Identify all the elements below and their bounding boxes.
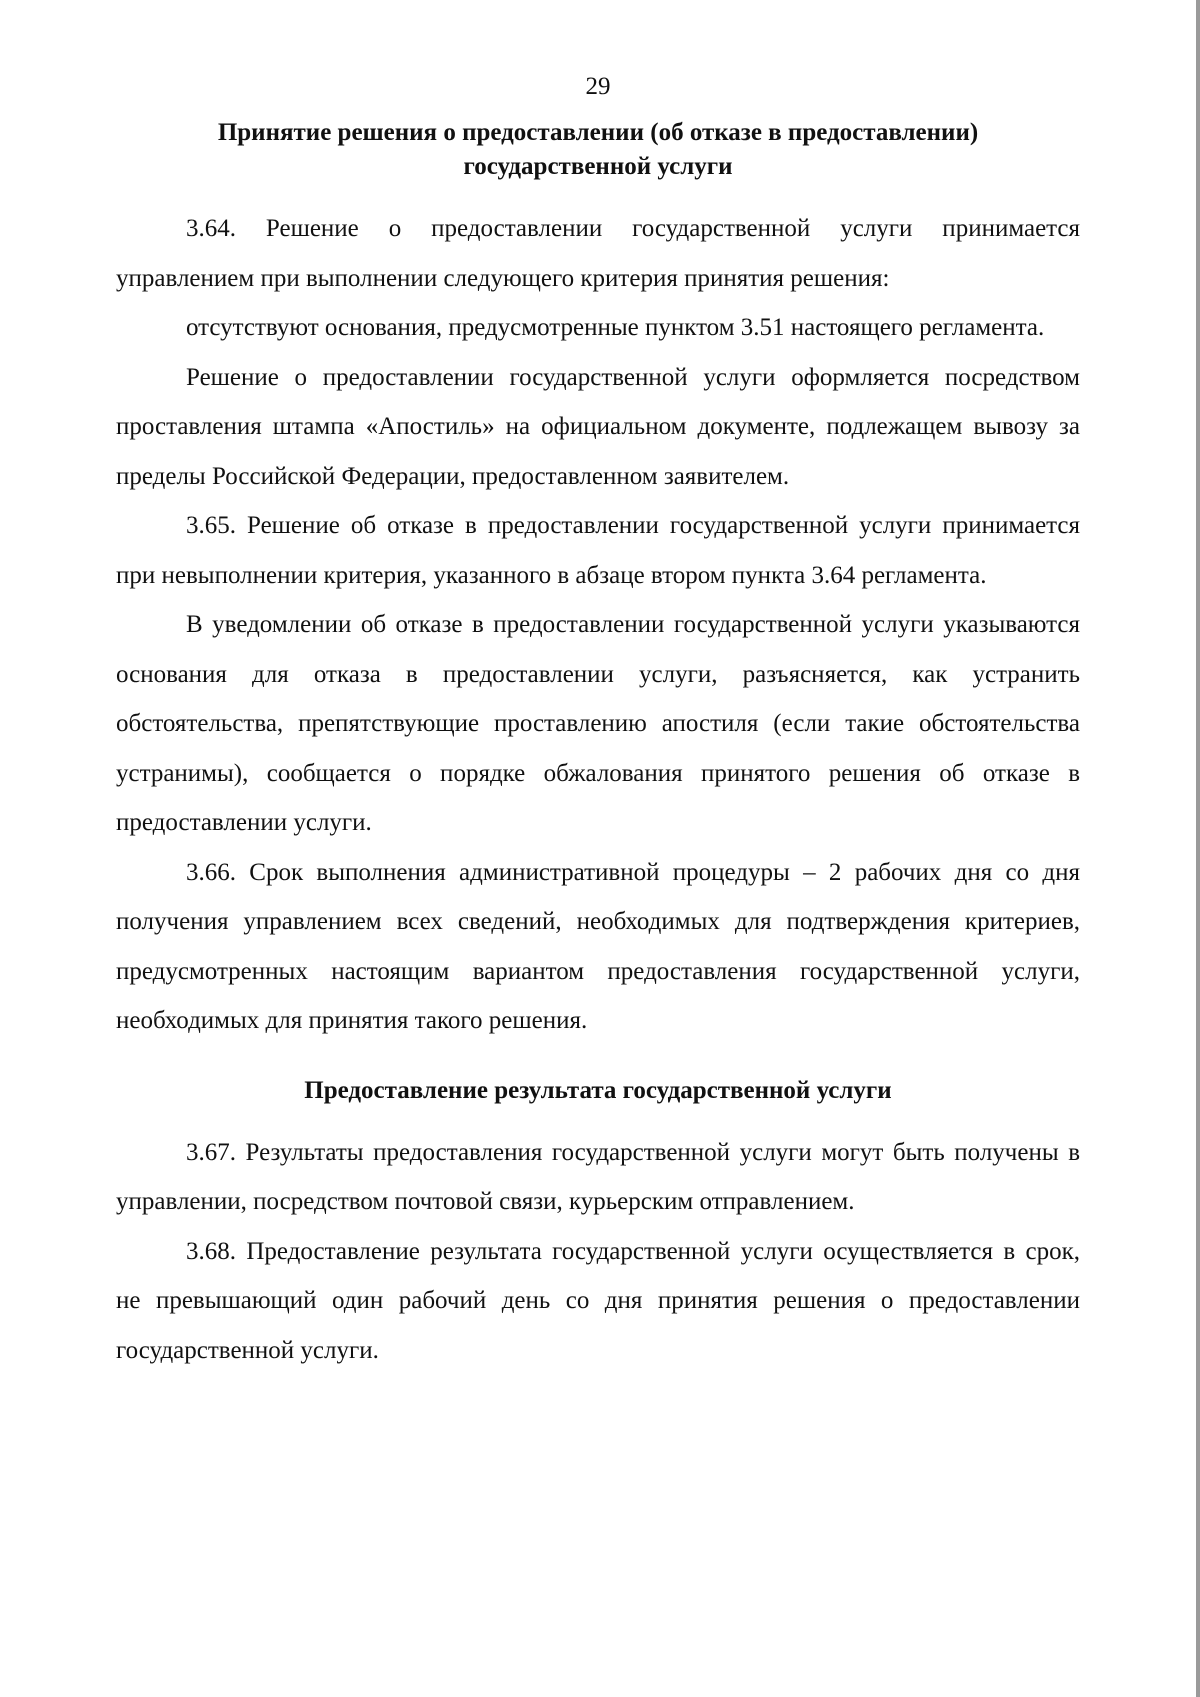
section-heading-decision-line-1: Принятие решения о предоставлении (об отказе в предоставлении) xyxy=(217,119,979,146)
paragraph-3-67: 3.67. Результаты предоставления государственной услуги могут быть получены в управлении, посредством почтовой связи, курьерским отправлением. xyxy=(116,1138,1080,1215)
section-heading-decision-line-2: государственной услуги xyxy=(463,153,733,180)
paragraph-3-64: 3.64. Решение о предоставлении государственной услуги принимается управлением при выполнении следующего критерия принятия решения: xyxy=(116,215,1080,292)
paragraph-apostille-stamp: Решение о предоставлении государственной услуги оформляется посредством проставления штампа «Апостиль» на официальном документе, подлежащем вывозу за пределы Российской Федерации, предоставленном заявителем. xyxy=(116,363,1080,490)
paragraph-3-68: 3.68. Предоставление результата государственной услуги осуществляется в срок, не превышающий один рабочий день со дня принятия решения о предоставлении государственной услуги. xyxy=(116,1237,1080,1364)
paragraph-3-66: 3.66. Срок выполнения административной процедуры – 2 рабочих дня со дня получения управлением всех сведений, необходимых для подтверждения критериев, предусмотренных настоящим вариантом предоставления государственной услуги, необходимых для принятия такого решения. xyxy=(116,858,1080,1034)
paragraph-3-65: 3.65. Решение об отказе в предоставлении государственной услуги принимается при невыполнении критерия, указанного в абзаце втором пункта 3.64 регламента. xyxy=(116,512,1080,589)
paragraph-refusal-notice: В уведомлении об отказе в предоставлении государственной услуги указываются основания для отказа в предоставлении услуги, разъясняется, как устранить обстоятельства, препятствующие проставлению апостиля (если такие обстоятельства устранимы), сообщается о порядке обжалования принятого решения об отказе в предоставлении услуги. xyxy=(116,611,1080,836)
section-heading-decision xyxy=(116,116,1080,184)
section-heading-result: Предоставление результата государственной услуги xyxy=(304,1076,892,1104)
page-number: 29 xyxy=(585,73,611,100)
paragraph-3-64-criterion: отсутствуют основания, предусмотренные пунктом 3.51 настоящего регламента. xyxy=(186,314,1045,341)
